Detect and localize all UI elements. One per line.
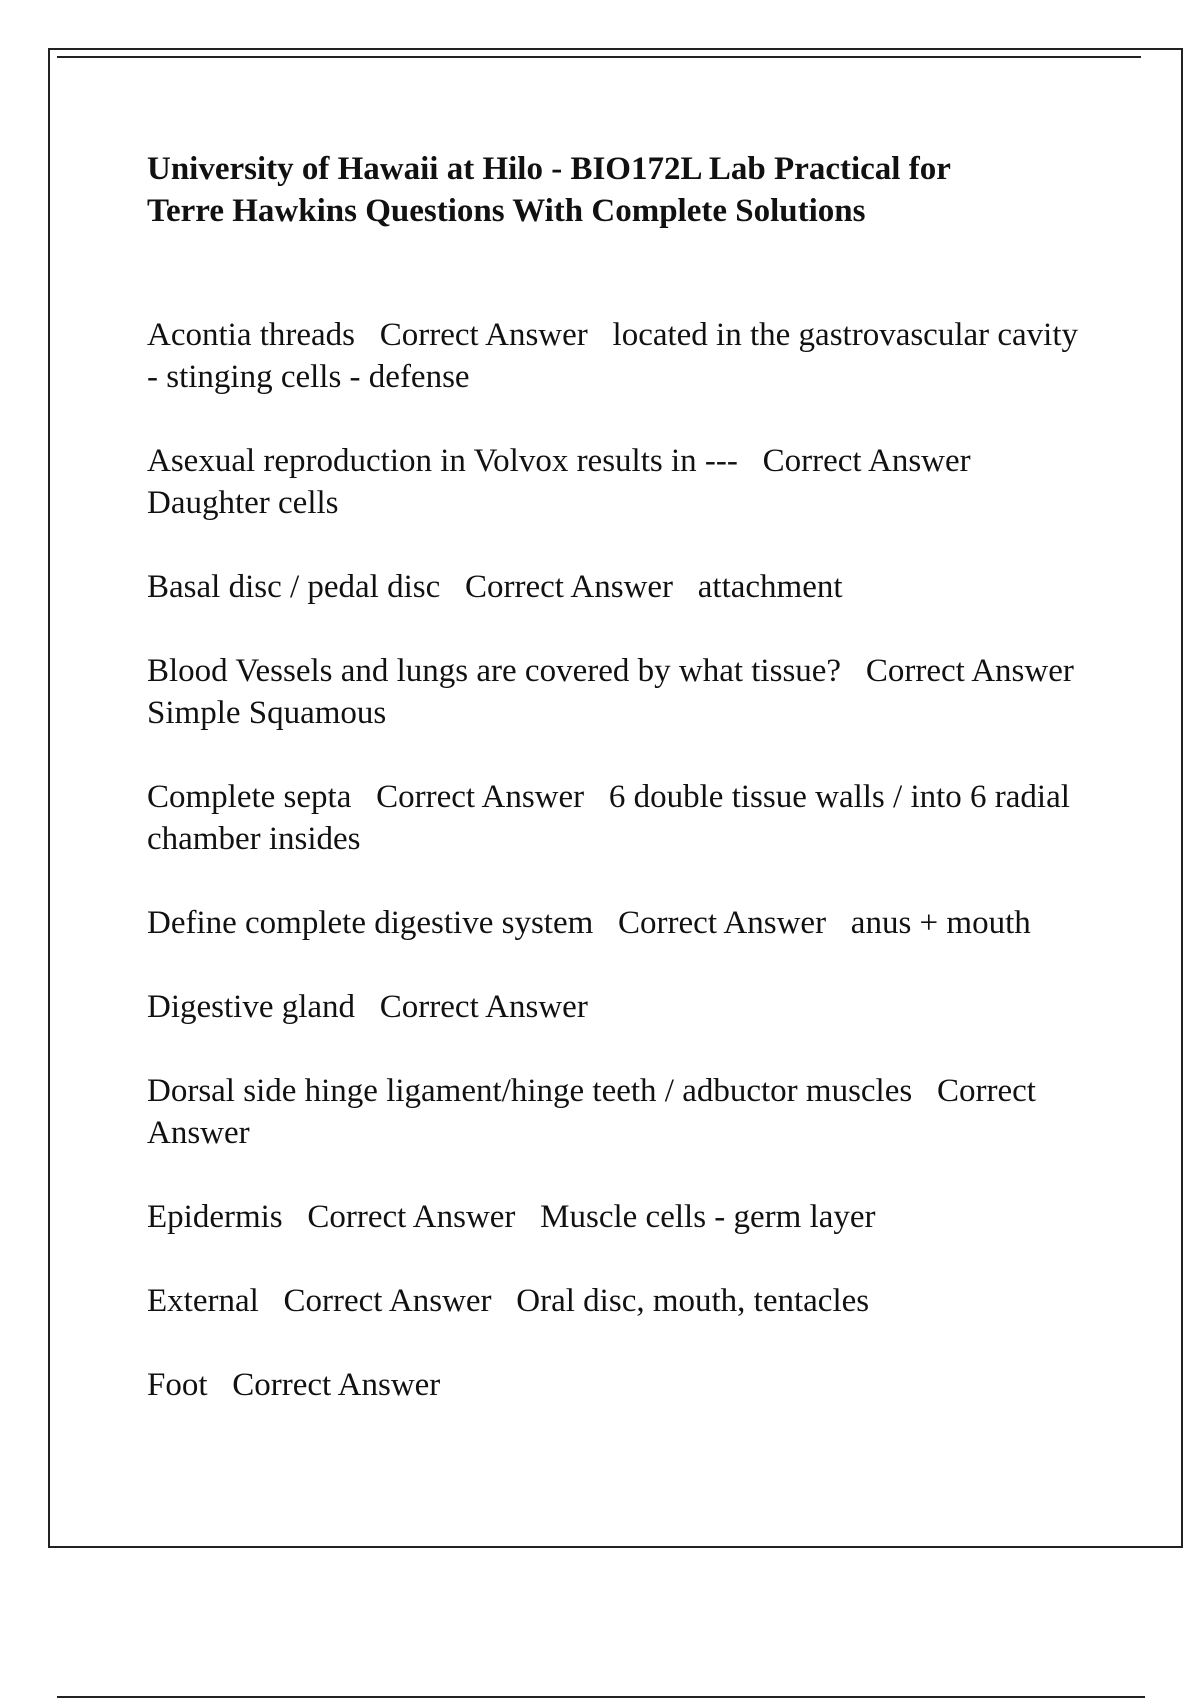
qa-item: Epidermis Correct Answer Muscle cells - germ layer bbox=[147, 1199, 876, 1235]
qa-list bbox=[147, 314, 1099, 1448]
qa-item: External Correct Answer Oral disc, mouth, tentacles bbox=[147, 1283, 870, 1319]
qa-item: Asexual reproduction in Volvox results in --- Correct Answer Daughter cells bbox=[147, 443, 996, 521]
qa-item: Define complete digestive system Correct Answer anus + mouth bbox=[147, 905, 1031, 941]
qa-item: Blood Vessels and lungs are covered by what tissue? Correct Answer Simple Squamous bbox=[147, 653, 1099, 731]
qa-item: Dorsal side hinge ligament/hinge teeth / adbuctor muscles Correct Answer bbox=[147, 1073, 1043, 1151]
page-frame bbox=[48, 48, 1183, 1548]
qa-item: Complete septa Correct Answer 6 double tissue walls / into 6 radial chamber insides bbox=[147, 779, 1079, 857]
document-title-line-1: University of Hawaii at Hilo - BIO172L Lab Practical for bbox=[147, 151, 951, 187]
qa-item: Digestive gland Correct Answer bbox=[147, 989, 588, 1025]
document-title-line-2: Terre Hawkins Questions With Complete Solutions bbox=[147, 193, 866, 229]
bottom-rule bbox=[57, 1696, 1145, 1698]
qa-item: Acontia threads Correct Answer located in the gastrovascular cavity - stinging cells - defense bbox=[147, 317, 1087, 395]
top-rule bbox=[57, 56, 1141, 58]
document-title bbox=[147, 148, 1077, 232]
qa-item: Basal disc / pedal disc Correct Answer attachment bbox=[147, 569, 843, 605]
qa-item: Foot Correct Answer bbox=[147, 1367, 441, 1403]
